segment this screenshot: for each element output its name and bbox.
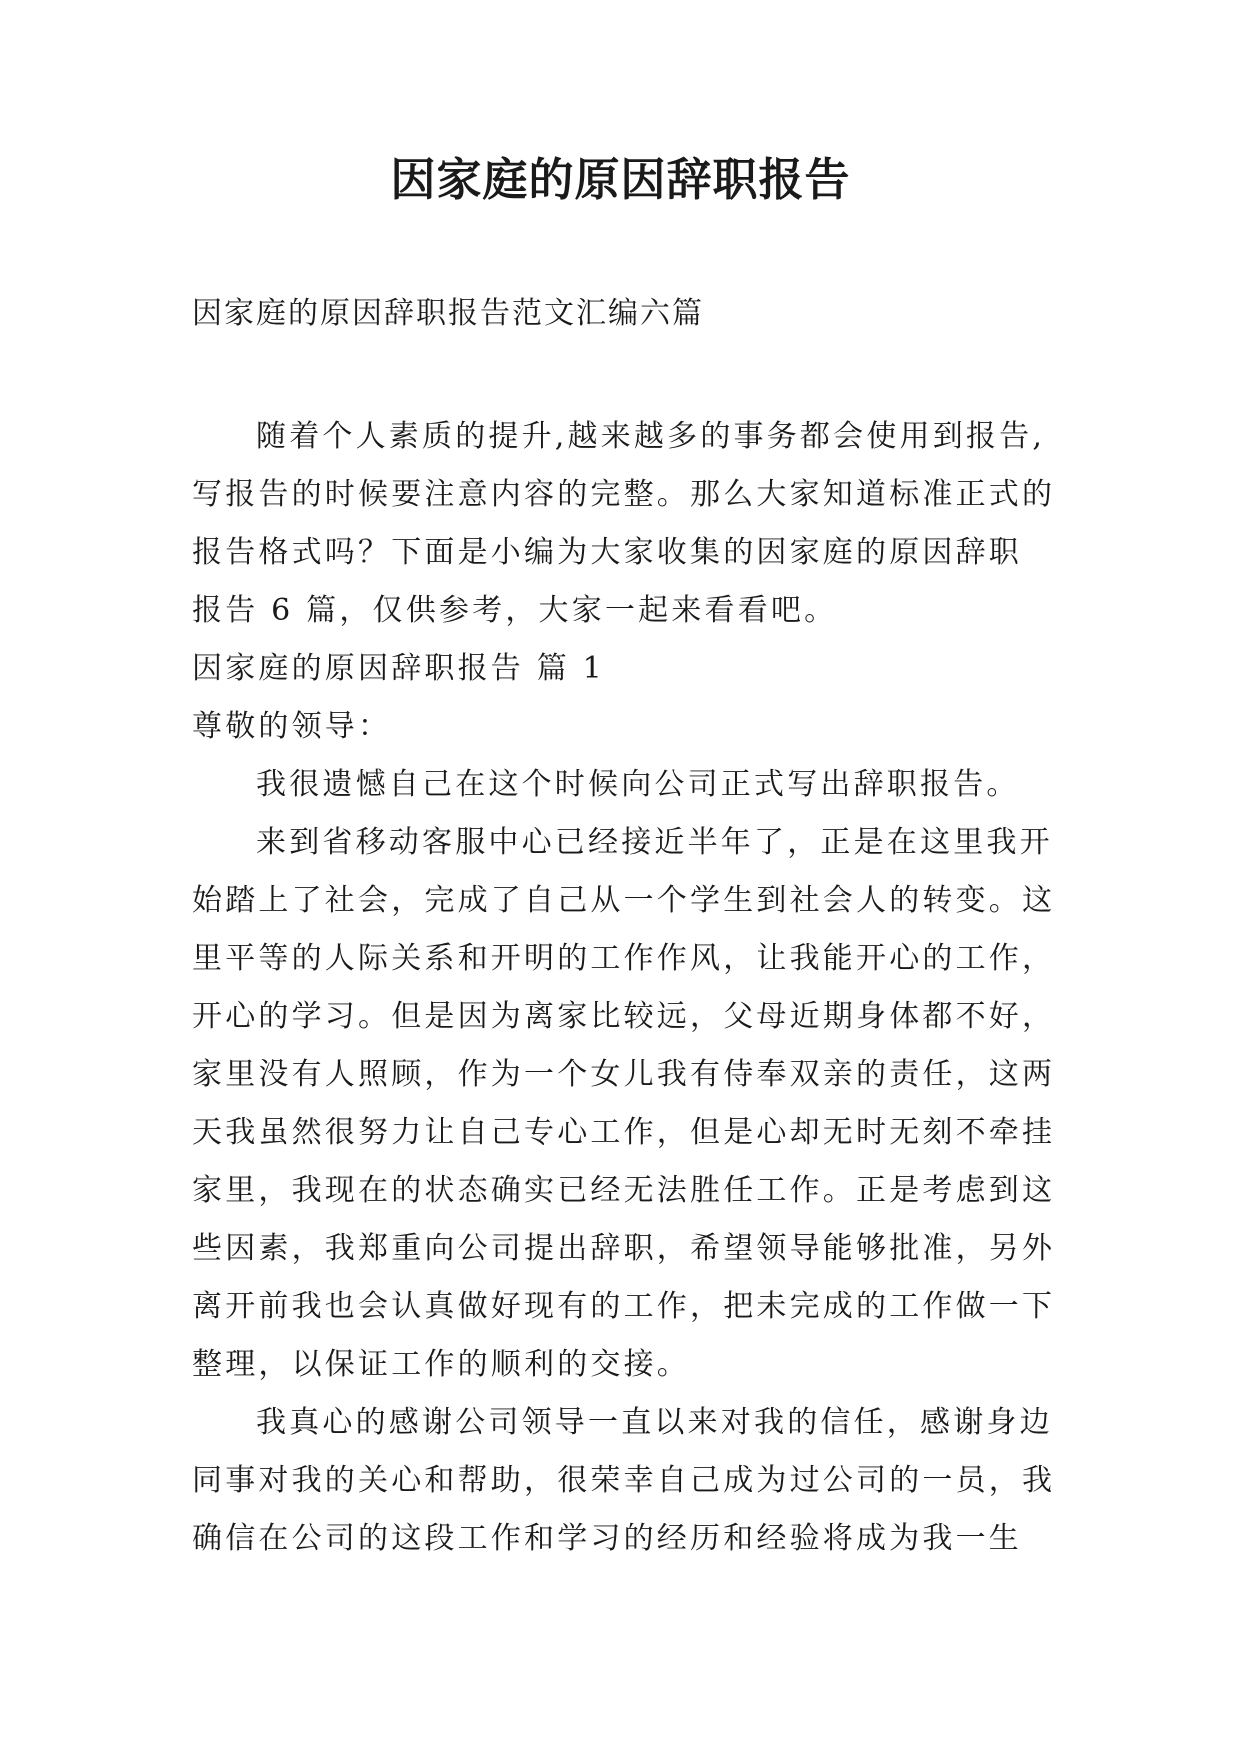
paragraph-line: 开心的学习。但是因为离家比较远，父母近期身体都不好， xyxy=(192,999,1056,1034)
document-title: 因家庭的原因辞职报告 xyxy=(390,153,851,206)
paragraph-line: 里平等的人际关系和开明的工作作风，让我能开心的工作， xyxy=(192,941,1056,976)
paragraph-line: 写报告的时候要注意内容的完整。那么大家知道标准正式的 xyxy=(192,477,1056,512)
paragraph-line: 天我虽然很努力让自己专心工作，但是心却无时无刻不牵挂 xyxy=(192,1115,1056,1150)
paragraph-line: 始踏上了社会，完成了自己从一个学生到社会人的转变。这 xyxy=(192,883,1056,918)
paragraph-line: 确信在公司的这段工作和学习的经历和经验将成为我一生 xyxy=(192,1521,1022,1556)
document-subtitle: 因家庭的原因辞职报告范文汇编六篇 xyxy=(192,296,704,331)
section-heading: 因家庭的原因辞职报告 篇 1 xyxy=(192,651,605,686)
paragraph-line: 家里没有人照顾，作为一个女儿我有侍奉双亲的责任，这两 xyxy=(192,1057,1056,1092)
paragraph-line: 家里，我现在的状态确实已经无法胜任工作。正是考虑到这 xyxy=(192,1173,1056,1208)
paragraph-line: 报告 6 篇，仅供参考，大家一起来看看吧。 xyxy=(192,593,838,628)
paragraph-line: 随着个人素质的提升,越来越多的事务都会使用到报告, xyxy=(256,419,1046,454)
paragraph-line: 我真心的感谢公司领导一直以来对我的信任，感谢身边 xyxy=(256,1405,1053,1440)
paragraph-line: 同事对我的关心和帮助，很荣幸自己成为过公司的一员，我 xyxy=(192,1463,1056,1498)
paragraph-line: 离开前我也会认真做好现有的工作，把未完成的工作做一下 xyxy=(192,1289,1056,1324)
paragraph-line: 来到省移动客服中心已经接近半年了，正是在这里我开 xyxy=(256,825,1053,860)
paragraph-line: 整理，以保证工作的顺利的交接。 xyxy=(192,1347,690,1382)
paragraph-line: 我很遗憾自己在这个时候向公司正式写出辞职报告。 xyxy=(256,767,1020,802)
document-body xyxy=(192,408,1064,1568)
paragraph-line: 报告格式吗？下面是小编为大家收集的因家庭的原因辞职 xyxy=(192,535,1022,570)
paragraph-line: 些因素，我郑重向公司提出辞职，希望领导能够批准，另外 xyxy=(192,1231,1056,1266)
salutation: 尊敬的领导： xyxy=(192,709,392,744)
